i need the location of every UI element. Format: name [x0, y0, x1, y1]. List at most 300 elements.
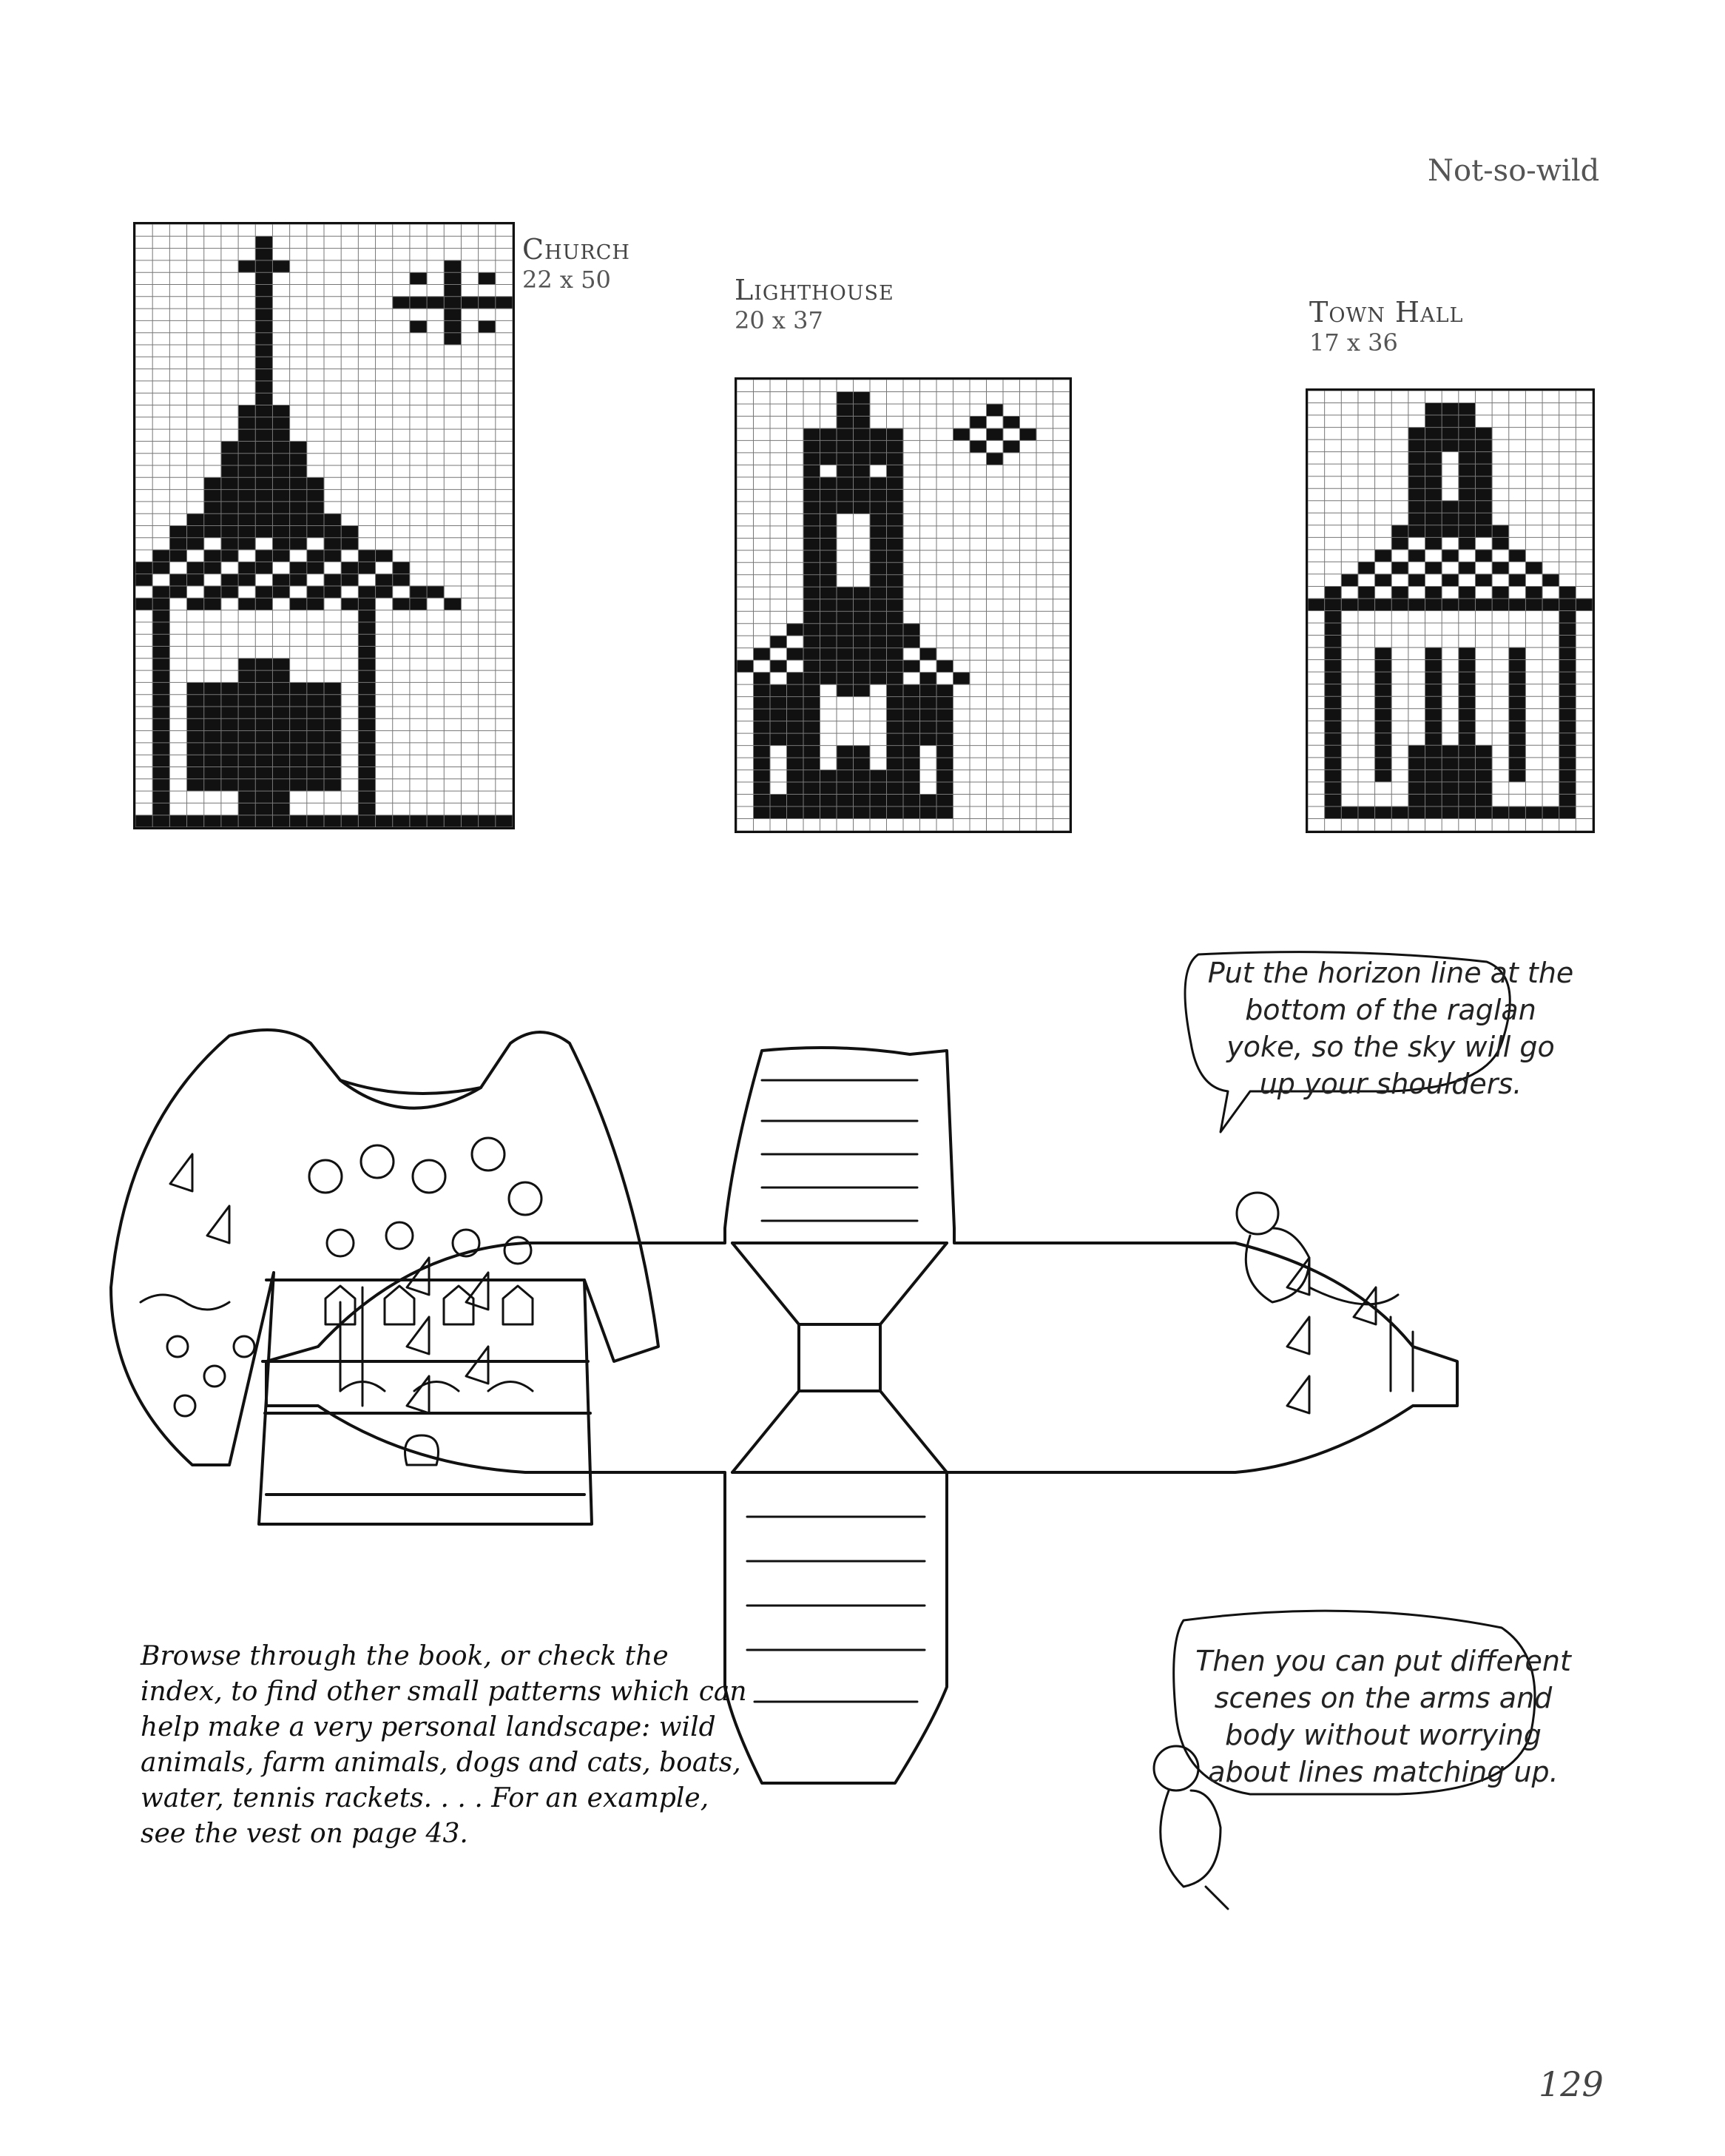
church-cell: [272, 586, 289, 598]
lighthouse-cell: [787, 758, 804, 769]
lighthouse-cell: [936, 782, 953, 794]
lighthouse-cell: [754, 758, 771, 769]
townhall-cell: [1509, 806, 1526, 819]
church-cell: [204, 815, 221, 827]
church-cell: [376, 574, 393, 586]
church-cell: [238, 465, 255, 477]
townhall-cell: [1425, 501, 1442, 513]
church-cell: [255, 285, 272, 297]
church-cell: [358, 670, 375, 682]
lighthouse-cell: [770, 684, 787, 696]
townhall-cell: [1442, 403, 1459, 416]
church-cell: [169, 574, 186, 586]
church-cell: [204, 586, 221, 598]
townhall-cell: [1475, 550, 1492, 562]
lighthouse-cell: [754, 684, 771, 696]
townhall-cell: [1408, 806, 1425, 819]
townhall-cell: [1559, 623, 1576, 636]
lighthouse-cell: [870, 477, 887, 489]
church-cell: [444, 297, 461, 309]
lighthouse-cell: [803, 758, 820, 769]
lighthouse-cell: [936, 758, 953, 769]
lighthouse-cell: [870, 550, 887, 562]
church-cell: [290, 454, 307, 465]
lighthouse-cell: [754, 721, 771, 733]
lighthouse-cell: [854, 489, 871, 501]
church-cell: [324, 695, 341, 707]
lighthouse-cell: [770, 795, 787, 806]
lighthouse-cell: [903, 733, 920, 745]
church-cell: [324, 718, 341, 730]
church-cell: [324, 586, 341, 598]
church-cell: [393, 598, 410, 610]
church-cell: [358, 779, 375, 791]
lighthouse-cell: [837, 489, 854, 501]
church-cell: [221, 465, 238, 477]
lighthouse-cell: [920, 709, 937, 721]
church-cell: [187, 574, 204, 586]
lighthouse-cell: [903, 806, 920, 818]
townhall-cell: [1325, 745, 1342, 758]
church-cell: [461, 297, 478, 309]
church-cell: [272, 670, 289, 682]
lighthouse-cell: [787, 648, 804, 660]
church-cell: [290, 767, 307, 779]
lighthouse-cell: [754, 806, 771, 818]
church-cell: [238, 562, 255, 573]
townhall-cell: [1559, 733, 1576, 746]
townhall-cell: [1391, 599, 1408, 611]
speech-bubble-bottom-text: Then you can put different scenes on the arms and body without worrying about lines matching up.: [1195, 1645, 1571, 1788]
townhall-cell: [1559, 745, 1576, 758]
church-cell: [238, 718, 255, 730]
townhall-cell: [1475, 488, 1492, 501]
townhall-cell: [1459, 684, 1476, 697]
lighthouse-cell: [803, 709, 820, 721]
church-cell: [255, 731, 272, 743]
townhall-cell: [1391, 586, 1408, 599]
townhall-cell: [1325, 782, 1342, 795]
church-cell: [187, 767, 204, 779]
church-cell: [238, 658, 255, 670]
church-cell: [221, 767, 238, 779]
church-cell: [221, 718, 238, 730]
church-cell: [187, 707, 204, 718]
lighthouse-cell: [770, 697, 787, 709]
townhall-cell: [1375, 806, 1392, 819]
church-cell: [376, 550, 393, 562]
church-cell: [221, 502, 238, 513]
church-cell: [307, 731, 324, 743]
church-cell: [238, 538, 255, 550]
lighthouse-cell: [770, 806, 787, 818]
lighthouse-cell: [887, 575, 904, 587]
townhall-cell: [1408, 464, 1425, 476]
townhall-cell: [1509, 684, 1526, 697]
church-cell: [427, 815, 444, 827]
lighthouse-cell: [803, 599, 820, 611]
church-cell: [307, 513, 324, 525]
lighthouse-cell: [820, 587, 837, 599]
townhall-cell: [1525, 562, 1542, 574]
church-cell: [238, 429, 255, 441]
church-cell: [272, 490, 289, 502]
church-cell: [204, 743, 221, 755]
townhall-cell: [1375, 745, 1392, 758]
lighthouse-cell: [887, 673, 904, 684]
church-cell: [324, 538, 341, 550]
lighthouse-cell: [854, 453, 871, 465]
lighthouse-cell: [820, 770, 837, 782]
lighthouse-chart: [735, 377, 1072, 833]
lighthouse-cell: [803, 587, 820, 599]
church-cell: [221, 815, 238, 827]
church-cell: [272, 695, 289, 707]
church-cell: [324, 779, 341, 791]
church-cell: [135, 574, 152, 586]
church-cell: [255, 513, 272, 525]
lighthouse-cell: [887, 440, 904, 452]
townhall-cell: [1425, 709, 1442, 721]
lighthouse-cell: [770, 660, 787, 672]
church-cell: [204, 598, 221, 610]
church-cell: [204, 755, 221, 767]
lighthouse-cell: [870, 526, 887, 538]
lighthouse-cell: [870, 502, 887, 513]
lighthouse-cell: [920, 806, 937, 818]
townhall-cell: [1442, 439, 1459, 452]
lighthouse-cell: [787, 697, 804, 709]
townhall-cell: [1325, 636, 1342, 648]
lighthouse-cell: [803, 770, 820, 782]
townhall-cell: [1408, 525, 1425, 538]
church-cell: [238, 707, 255, 718]
lighthouse-cell: [770, 721, 787, 733]
church-cell: [204, 718, 221, 730]
church-cell: [255, 309, 272, 320]
church-cell: [238, 695, 255, 707]
townhall-cell: [1475, 782, 1492, 795]
church-cell: [358, 767, 375, 779]
church-cell: [444, 285, 461, 297]
lighthouse-cell: [887, 538, 904, 550]
church-cell: [307, 743, 324, 755]
lighthouse-cell: [754, 709, 771, 721]
townhall-cell: [1442, 550, 1459, 562]
lighthouse-cell: [887, 758, 904, 769]
lighthouse-cell: [820, 538, 837, 550]
lighthouse-cell: [837, 806, 854, 818]
townhall-cell: [1459, 660, 1476, 673]
church-cell: [272, 791, 289, 803]
lighthouse-cell: [754, 673, 771, 684]
townhall-cell: [1375, 721, 1392, 733]
church-cell: [290, 441, 307, 453]
townhall-cell: [1509, 574, 1526, 587]
church-cell: [272, 405, 289, 417]
church-cell: [238, 526, 255, 538]
lighthouse-cell: [887, 502, 904, 513]
church-cell: [135, 598, 152, 610]
townhall-cell: [1509, 599, 1526, 611]
church-cell: [255, 695, 272, 707]
church-cell: [307, 718, 324, 730]
church-cell: [221, 513, 238, 525]
townhall-cell: [1325, 623, 1342, 636]
church-cell: [307, 477, 324, 489]
townhall-cell: [1325, 733, 1342, 746]
church-cell: [238, 574, 255, 586]
lighthouse-cell: [837, 440, 854, 452]
church-cell: [272, 454, 289, 465]
townhall-cell: [1475, 769, 1492, 782]
lighthouse-cell: [887, 611, 904, 623]
church-size: 22 x 50: [522, 266, 611, 294]
townhall-cell: [1325, 721, 1342, 733]
lighthouse-cell: [837, 636, 854, 647]
townhall-cell: [1408, 439, 1425, 452]
church-cell: [255, 465, 272, 477]
lighthouse-cell: [987, 428, 1004, 440]
church-cell: [255, 598, 272, 610]
church-cell: [238, 405, 255, 417]
lighthouse-cell: [887, 733, 904, 745]
townhall-cell: [1308, 599, 1325, 611]
lighthouse-cell: [820, 489, 837, 501]
townhall-cell: [1442, 794, 1459, 806]
townhall-cell: [1509, 745, 1526, 758]
lighthouse-cell: [837, 770, 854, 782]
church-cell: [272, 502, 289, 513]
lighthouse-cell: [870, 587, 887, 599]
church-cell: [341, 815, 358, 827]
church-cell: [255, 526, 272, 538]
lighthouse-cell: [787, 624, 804, 636]
townhall-cell: [1475, 452, 1492, 465]
lighthouse-cell: [987, 404, 1004, 416]
townhall-cell: [1559, 672, 1576, 684]
townhall-cell: [1391, 562, 1408, 574]
church-cell: [152, 767, 169, 779]
church-cell: [393, 815, 410, 827]
lighthouse-cell: [820, 562, 837, 574]
townhall-cell: [1425, 696, 1442, 709]
townhall-cell: [1559, 684, 1576, 697]
townhall-cell: [1459, 464, 1476, 476]
townhall-cell: [1408, 550, 1425, 562]
church-cell: [255, 779, 272, 791]
church-cell: [187, 755, 204, 767]
church-cell: [135, 562, 152, 573]
townhall-cell: [1442, 769, 1459, 782]
church-cell: [255, 405, 272, 417]
church-cell: [427, 297, 444, 309]
church-cell: [272, 465, 289, 477]
townhall-cell: [1375, 696, 1392, 709]
church-cell: [204, 550, 221, 562]
church-cell: [272, 755, 289, 767]
townhall-cell: [1425, 428, 1442, 440]
townhall-cell: [1425, 537, 1442, 550]
lighthouse-cell: [870, 611, 887, 623]
church-cell: [358, 562, 375, 573]
church-chart: [133, 222, 515, 829]
townhall-cell: [1325, 611, 1342, 624]
lighthouse-cell: [820, 526, 837, 538]
church-cell: [152, 598, 169, 610]
townhall-cell: [1408, 501, 1425, 513]
lighthouse-cell: [854, 806, 871, 818]
church-cell: [255, 670, 272, 682]
lighthouse-cell: [820, 611, 837, 623]
church-cell: [393, 574, 410, 586]
church-cell: [358, 815, 375, 827]
lighthouse-cell: [803, 721, 820, 733]
townhall-cell: [1559, 782, 1576, 795]
church-cell: [272, 767, 289, 779]
lighthouse-cell: [887, 562, 904, 574]
church-cell: [255, 743, 272, 755]
lighthouse-cell: [920, 684, 937, 696]
townhall-cell: [1325, 660, 1342, 673]
church-cell: [255, 236, 272, 248]
lighthouse-cell: [820, 673, 837, 684]
church-cell: [204, 477, 221, 489]
lighthouse-cell: [887, 513, 904, 525]
lighthouse-cell: [803, 513, 820, 525]
church-cell: [187, 743, 204, 755]
church-cell: [255, 345, 272, 357]
lighthouse-cell: [854, 440, 871, 452]
townhall-cell: [1475, 745, 1492, 758]
church-cell: [221, 550, 238, 562]
townhall-cell: [1358, 562, 1375, 574]
church-cell: [187, 538, 204, 550]
townhall-cell: [1425, 513, 1442, 525]
townhall-cell: [1459, 709, 1476, 721]
townhall-cell: [1475, 574, 1492, 587]
church-cell: [272, 477, 289, 489]
church-cell: [238, 670, 255, 682]
townhall-cell: [1475, 439, 1492, 452]
townhall-cell: [1475, 525, 1492, 538]
church-cell: [307, 815, 324, 827]
townhall-cell: [1459, 769, 1476, 782]
lighthouse-cell: [854, 684, 871, 696]
church-cell: [358, 803, 375, 815]
church-cell: [169, 586, 186, 598]
lighthouse-cell: [803, 538, 820, 550]
townhall-cell: [1425, 647, 1442, 660]
lighthouse-cell: [854, 587, 871, 599]
lighthouse-title: Lighthouse: [735, 274, 894, 306]
lighthouse-cell: [803, 806, 820, 818]
townhall-cell: [1559, 769, 1576, 782]
townhall-cell: [1425, 476, 1442, 489]
lighthouse-cell: [837, 684, 854, 696]
church-cell: [290, 743, 307, 755]
church-cell: [272, 538, 289, 550]
lighthouse-cell: [770, 733, 787, 745]
townhall-cell: [1358, 586, 1375, 599]
lighthouse-cell: [754, 746, 771, 758]
lighthouse-cell: [887, 587, 904, 599]
church-cell: [255, 767, 272, 779]
church-cell: [272, 718, 289, 730]
townhall-cell: [1442, 513, 1459, 525]
church-cell: [290, 731, 307, 743]
church-cell: [376, 815, 393, 827]
church-title: Church: [522, 233, 630, 266]
townhall-cell: [1425, 660, 1442, 673]
townhall-cell: [1341, 806, 1358, 819]
church-cell: [290, 695, 307, 707]
townhall-cell: [1341, 574, 1358, 587]
townhall-cell: [1475, 758, 1492, 770]
church-cell: [221, 682, 238, 694]
townhall-cell: [1459, 476, 1476, 489]
townhall-cell: [1408, 769, 1425, 782]
townhall-cell: [1358, 599, 1375, 611]
lighthouse-cell: [803, 648, 820, 660]
townhall-cell: [1325, 794, 1342, 806]
lighthouse-cell: [787, 709, 804, 721]
lighthouse-cell: [820, 575, 837, 587]
church-cell: [444, 272, 461, 284]
church-cell: [290, 682, 307, 694]
church-cell: [290, 707, 307, 718]
lighthouse-cell: [920, 648, 937, 660]
lighthouse-cell: [887, 636, 904, 647]
townhall-cell: [1559, 660, 1576, 673]
townhall-cell: [1425, 415, 1442, 428]
church-cell: [444, 260, 461, 272]
townhall-cell: [1475, 428, 1492, 440]
lighthouse-cell: [803, 562, 820, 574]
lighthouse-cell: [754, 733, 771, 745]
lighthouse-cell: [837, 404, 854, 416]
lighthouse-cell: [787, 721, 804, 733]
lighthouse-cell: [854, 477, 871, 489]
townhall-cell: [1442, 428, 1459, 440]
lighthouse-cell: [903, 782, 920, 794]
church-cell: [221, 441, 238, 453]
lighthouse-cell: [887, 526, 904, 538]
church-cell: [444, 815, 461, 827]
townhall-cell: [1459, 415, 1476, 428]
church-cell: [255, 586, 272, 598]
lighthouse-cell: [820, 428, 837, 440]
lighthouse-cell: [820, 624, 837, 636]
lighthouse-cell: [770, 709, 787, 721]
church-cell: [410, 598, 427, 610]
church-cell: [444, 598, 461, 610]
church-cell: [152, 586, 169, 598]
church-cell: [255, 417, 272, 429]
church-cell: [221, 454, 238, 465]
lighthouse-cell: [870, 562, 887, 574]
lighthouse-cell: [854, 428, 871, 440]
church-cell: [444, 320, 461, 332]
townhall-cell: [1391, 806, 1408, 819]
townhall-cell: [1509, 672, 1526, 684]
lighthouse-cell: [837, 660, 854, 672]
church-cell: [324, 731, 341, 743]
church-cell: [238, 441, 255, 453]
townhall-cell: [1425, 806, 1442, 819]
church-cell: [496, 297, 513, 309]
lighthouse-cell: [1020, 428, 1037, 440]
